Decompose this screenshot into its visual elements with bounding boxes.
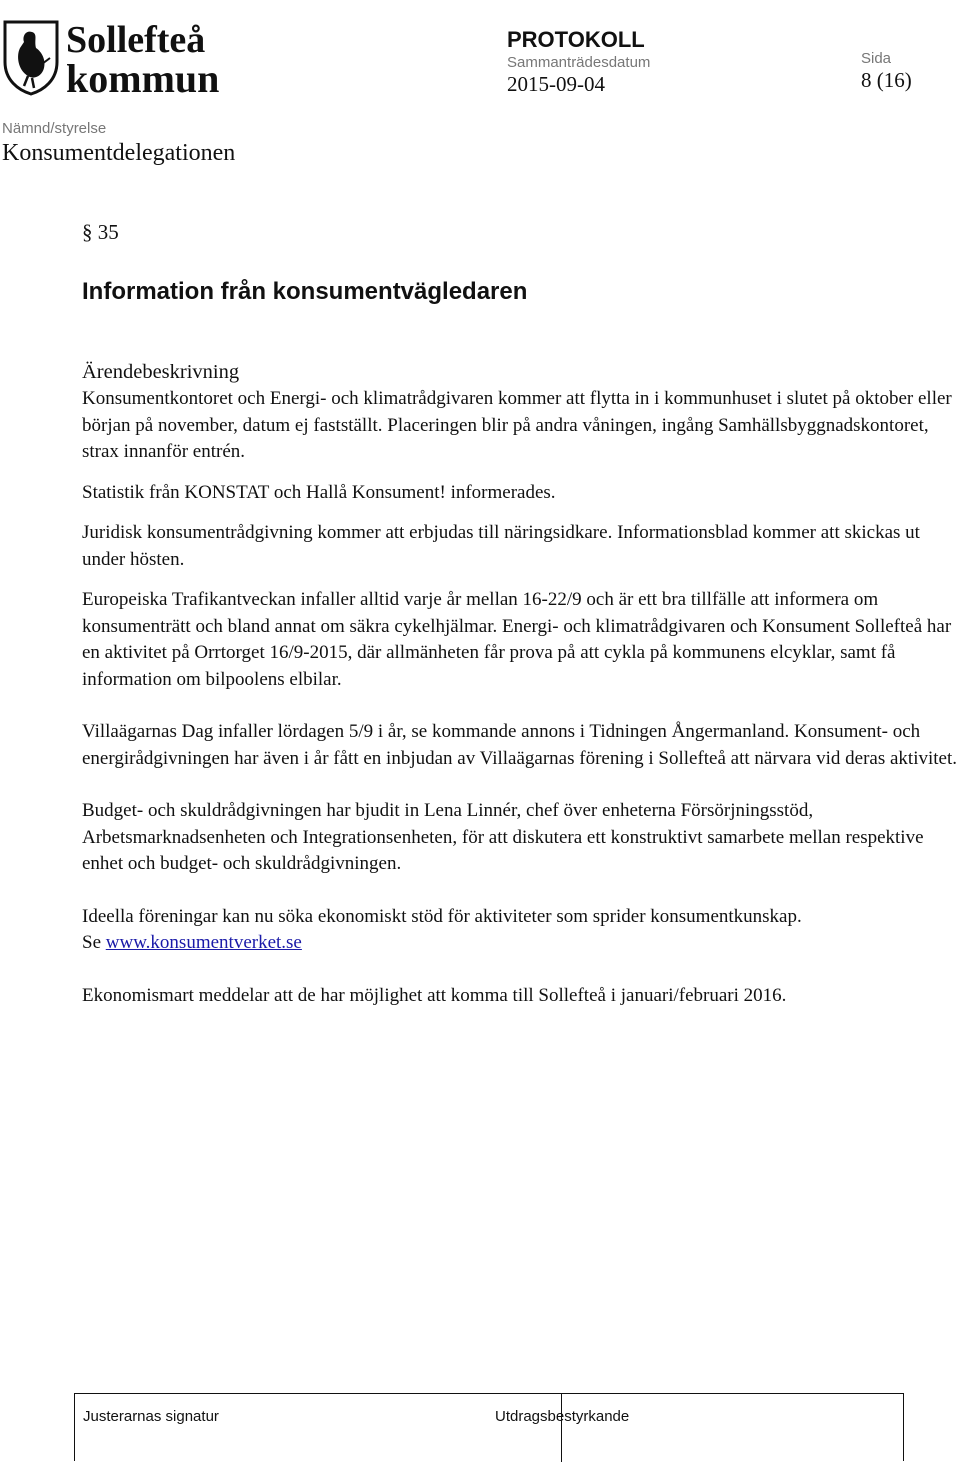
page-label: Sida bbox=[861, 50, 892, 67]
case-description-heading: Ärendebeskrivning bbox=[82, 361, 240, 383]
extract-certification-label: Utdragsbestyrkande bbox=[495, 1408, 630, 1425]
document-type: PROTOKOLL bbox=[507, 27, 645, 52]
coat-of-arms-icon bbox=[2, 18, 60, 96]
paragraph-debt-counselling: Budget- och skuldrådgivningen har bjudit in Lena Linnér, chef över enheterna Försörjningsstöd, Arbetsmarknadsenheten och Integrationsenheten, för att diskutera ett konstruktivt samarbete mellan respektive enhet och budget- och skuldrådgivningen. bbox=[82, 800, 924, 874]
board-label: Nämnd/styrelse bbox=[2, 120, 107, 137]
logo-line-1: Sollefteå bbox=[66, 19, 206, 61]
paragraph-statistics: Statistik från KONSTAT och Hallå Konsument! informerades. bbox=[82, 481, 556, 503]
signature-label: Justerarnas signatur bbox=[83, 1408, 219, 1425]
signature-box bbox=[74, 1393, 904, 1461]
logo-line-2: kommun bbox=[66, 56, 220, 98]
paragraph-mobility-week: Europeiska Trafikantveckan infaller alltid varje år mellan 16-22/9 och är ett bra tillfälle att informera om konsumenträtt och bland annat om säkra cykelhjälmar. Energi- och klimatrådgivaren och Konsument Sollefteå har en aktivitet på Orrtorget 16/9-2015, där allmänheten får prova på att cykla på kommunens elcyklar, samt få information om bilpoolens elbilar. bbox=[82, 589, 952, 690]
paragraph-legal-advice: Juridisk konsumentrådgivning kommer att erbjudas till näringsidkare. Informationsblad kommer att skickas ut under hösten. bbox=[82, 522, 920, 570]
konsumentverket-link[interactable]: www.konsumentverket.se bbox=[105, 932, 302, 953]
board-name: Konsumentdelegationen bbox=[2, 140, 236, 166]
page-number: 8 (16) bbox=[861, 68, 912, 92]
footer-divider bbox=[561, 1394, 562, 1462]
section-content bbox=[82, 358, 957, 1035]
section-number: § 35 bbox=[82, 220, 119, 244]
paragraph-homeowners-day: Villaägarnas Dag infaller lördagen 5/9 i år, se kommande annons i Tidningen Ångermanland. Konsument- och energirådgivningen har även i år fått en inbjudan av Villaägarnas förening i Sollefteå att närvara vid deras aktivitet. bbox=[82, 721, 957, 769]
section-title: Information från konsumentvägledaren bbox=[82, 278, 528, 305]
associations-text: Ideella föreningar kan nu söka ekonomiskt stöd för aktiviteter som sprider konsumentkunskap. bbox=[82, 905, 802, 927]
paragraph-associations bbox=[82, 904, 957, 957]
see-prefix: Se bbox=[82, 932, 101, 953]
paragraph-ekonomismart: Ekonomismart meddelar att de har möjlighet att komma till Sollefteå i januari/februari 2016. bbox=[82, 984, 787, 1006]
meeting-date: 2015-09-04 bbox=[507, 72, 605, 96]
paragraph-relocation: Konsumentkontoret och Energi- och klimatrådgivaren kommer att flytta in i kommunhuset i slutet på oktober eller början på november, datum ej fastställt. Placeringen blir på andra våningen, ingång Samhällsbyggnadskontoret, strax innanför entrén. bbox=[82, 388, 952, 462]
meeting-date-label: Sammanträdesdatum bbox=[507, 54, 651, 71]
municipality-logo bbox=[66, 18, 256, 98]
